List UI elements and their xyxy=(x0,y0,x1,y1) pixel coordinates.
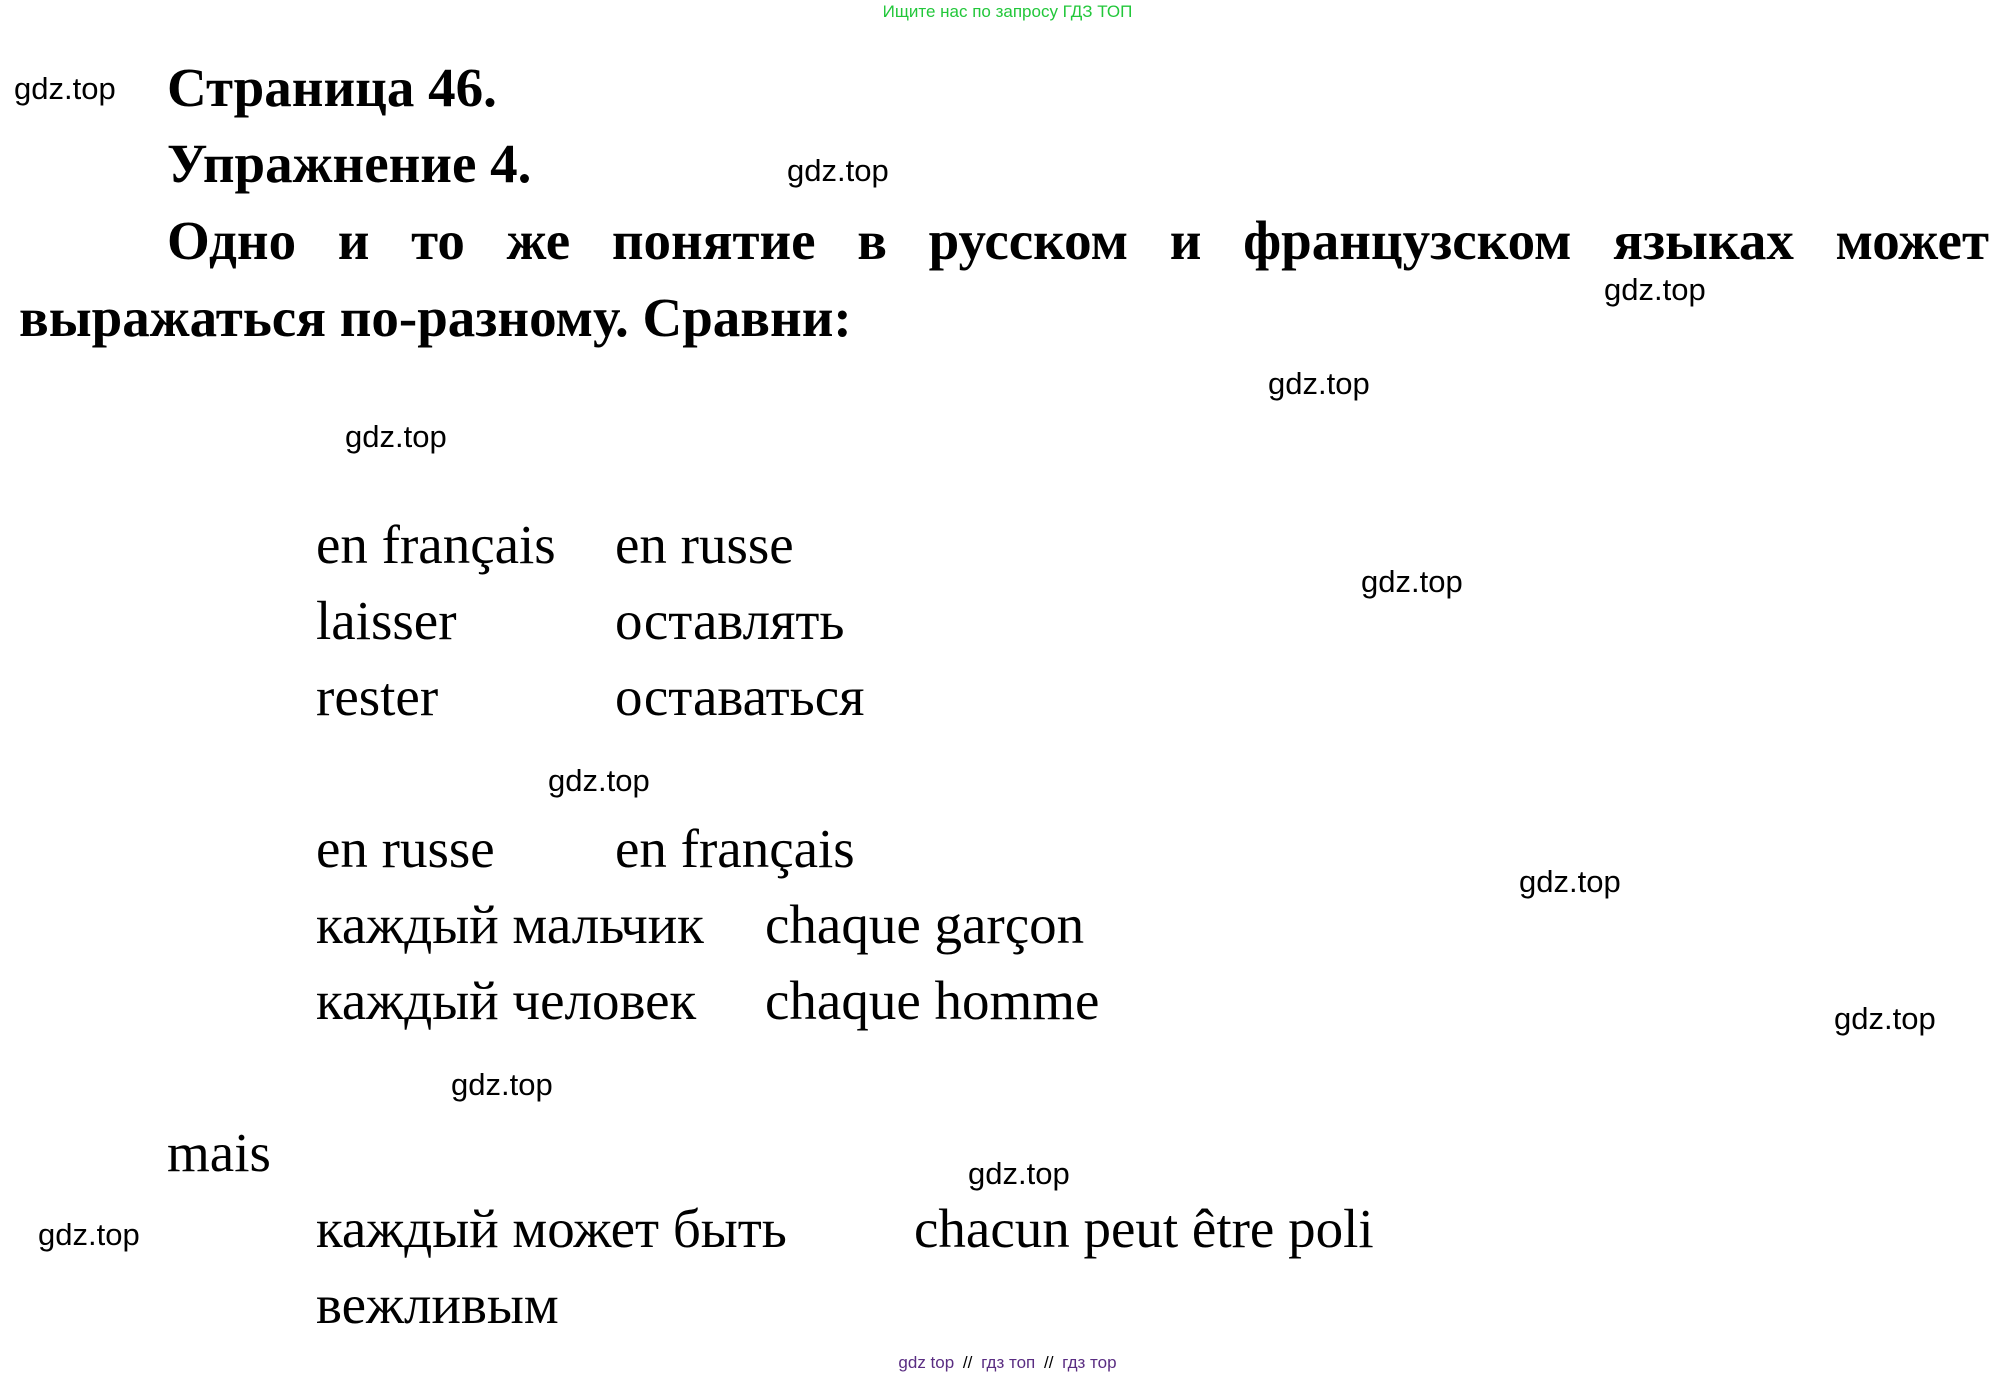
footer-link-gdz-tor[interactable]: гдз тор xyxy=(1062,1353,1117,1372)
watermark: gdz.top xyxy=(38,1217,140,1252)
table1-row1-ru: оставлять xyxy=(615,590,845,651)
watermark: gdz.top xyxy=(345,419,447,454)
footer-separator: // xyxy=(1043,1353,1054,1372)
top-banner[interactable] xyxy=(0,2,2015,22)
watermark: gdz.top xyxy=(548,763,650,798)
table3-ru-line2: вежливым xyxy=(316,1274,559,1335)
footer-link-gdz-top[interactable]: gdz top xyxy=(898,1353,955,1372)
watermark: gdz.top xyxy=(451,1067,553,1102)
table2-header-ru: en russe xyxy=(316,818,495,879)
table2-row2-ru: каждый человек xyxy=(316,970,697,1031)
mais-label: mais xyxy=(167,1122,271,1183)
watermark: gdz.top xyxy=(1834,1001,1936,1036)
exercise-heading: Упражнение 4. xyxy=(167,133,532,194)
table2-row1-ru: каждый мальчик xyxy=(316,894,704,955)
footer-separator: // xyxy=(962,1353,973,1372)
watermark: gdz.top xyxy=(1361,564,1463,599)
table2-row1-fr: chaque garçon xyxy=(765,894,1085,955)
watermark: gdz.top xyxy=(1604,272,1706,307)
footer-banner xyxy=(0,1353,2015,1373)
table1-header-fr: en français xyxy=(316,514,556,575)
watermark: gdz.top xyxy=(14,71,116,106)
watermark: gdz.top xyxy=(968,1156,1070,1191)
table1-header-ru: en russe xyxy=(615,514,794,575)
page-title: Страница 46. xyxy=(167,57,497,118)
table3-fr: chacun peut être poli xyxy=(914,1198,1374,1259)
watermark: gdz.top xyxy=(787,153,889,188)
instruction-line-1: Одно и то же понятие в русском и французском языках может xyxy=(167,210,1989,271)
table1-row2-fr: rester xyxy=(316,666,439,727)
table1-row1-fr: laisser xyxy=(316,590,457,651)
footer-link-gdz-top-ru[interactable]: гдз топ xyxy=(981,1353,1036,1372)
watermark: gdz.top xyxy=(1519,864,1621,899)
watermark: gdz.top xyxy=(1268,366,1370,401)
top-banner-text[interactable]: Ищите нас по запросу ГДЗ ТОП xyxy=(882,2,1133,21)
instruction-line-2: выражаться по-разному. Сравни: xyxy=(19,287,852,348)
table2-header-fr: en français xyxy=(615,818,855,879)
table1-row2-ru: оставаться xyxy=(615,666,865,727)
table3-ru-line1: каждый может быть xyxy=(316,1198,787,1259)
table2-row2-fr: chaque homme xyxy=(765,970,1100,1031)
